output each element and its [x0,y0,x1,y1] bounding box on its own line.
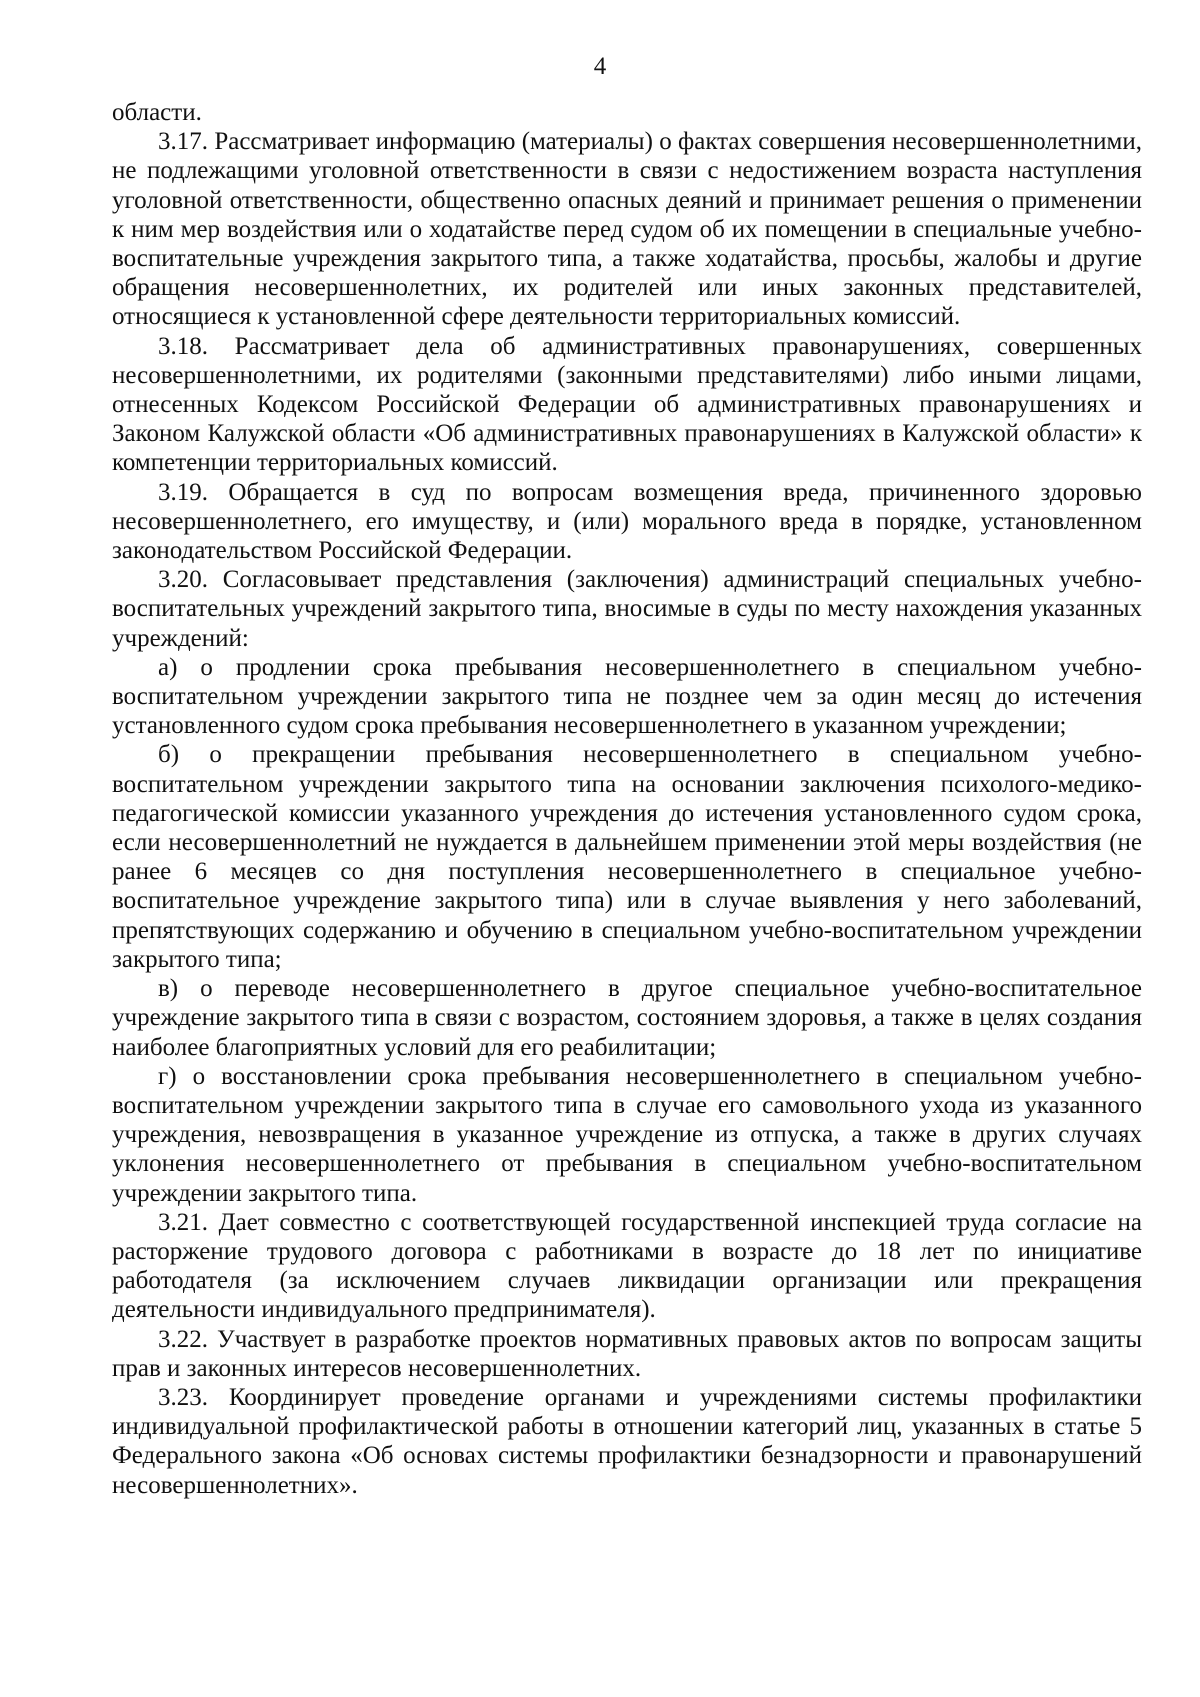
paragraph-3-21: 3.21. Дает совместно с соответствующей государственной инспекцией труда согласие на расторжение трудового договора с работниками в возрасте до 18 лет по инициативе работодателя (за исключением случаев ликвидации организации или прекращения деятельности индивидуального предпринимателя). [112,1208,1142,1324]
paragraph-3-17: 3.17. Рассматривает информацию (материалы) о фактах совершения несовершеннолетними, не подлежащими уголовной ответственности в связи с недостижением возраста наступления уголовной ответственности, общественно опасных деяний и принимает решения о применении к ним мер воздействия или о ходатайстве перед судом об их помещении в специальные учебно-воспитательные учреждения закрытого типа, а также ходатайства, просьбы, жалобы и другие обращения несовершеннолетних, их родителей или иных законных представителей, относящиеся к установленной сфере деятельности территориальных комиссий. [112,128,1142,331]
paragraph-3-23: 3.23. Координирует проведение органами и учреждениями системы профилактики индивидуальной профилактической работы в отношении категорий лиц, указанных в статье 5 Федерального закона «Об основах системы профилактики безнадзорности и правонарушений несовершеннолетних». [112,1383,1142,1499]
paragraph-continuation: области. [112,99,202,126]
page-number: 4 [593,53,607,80]
paragraph-3-20: 3.20. Согласовывает представления (заключения) администраций специальных учебно-воспитательных учреждений закрытого типа, вносимые в суды по месту нахождения указанных учреждений: [112,566,1142,652]
paragraph-3-20-g: г) о восстановлении срока пребывания несовершеннолетнего в специальном учебно-воспитательном учреждении закрытого типа в случае его самовольного ухода из указанного учреждения, невозвращения в указанное учреждение из отпуска, а также в других случаях уклонения несовершеннолетнего от пребывания в специальном учебно-воспитательном учреждении закрытого типа. [112,1062,1142,1207]
paragraph-3-22: 3.22. Участвует в разработке проектов нормативных правовых актов по вопросам защиты прав и законных интересов несовершеннолетних. [112,1325,1142,1382]
paragraph-3-18: 3.18. Рассматривает дела об административных правонарушениях, совершенных несовершеннолетними, их родителями (законными представителями) либо иными лицами, отнесенных Кодексом Российской Федерации об административных правонарушениях и Законом Калужской области «Об административных правонарушениях в Калужской области» к компетенции территориальных комиссий. [112,332,1142,477]
paragraph-3-19: 3.19. Обращается в суд по вопросам возмещения вреда, причиненного здоровью несовершеннолетнего, его имуществу, и (или) морального вреда в порядке, установленном законодательством Российской Федерации. [112,478,1142,565]
paragraph-3-20-v: в) о переводе несовершеннолетнего в другое специальное учебно-воспитательное учреждение закрытого типа в связи с возрастом, состоянием здоровья, а также в целях создания наиболее благоприятных условий для его реабилитации; [112,975,1142,1061]
paragraph-3-20-b: б) о прекращении пребывания несовершеннолетнего в специальном учебно-воспитательном учреждении закрытого типа на основании заключения психолого-медико-педагогической комиссии указанного учреждения до истечения установленного судом срока, если несовершеннолетний не нуждается в дальнейшем применении этой меры воздействия (не ранее 6 месяцев со дня поступления несовершеннолетнего в специальное учебно-воспитательное учреждение закрытого типа) или в случае выявления у него заболеваний, препятствующих содержанию и обучению в специальном учебно-воспитательном учреждении закрытого типа; [112,741,1142,973]
paragraph-3-20-a: а) о продлении срока пребывания несовершеннолетнего в специальном учебно-воспитательном учреждении закрытого типа не позднее чем за один месяц до истечения установленного судом срока пребывания несовершеннолетнего в указанном учреждении; [112,653,1142,740]
document-body [112,98,1142,1500]
